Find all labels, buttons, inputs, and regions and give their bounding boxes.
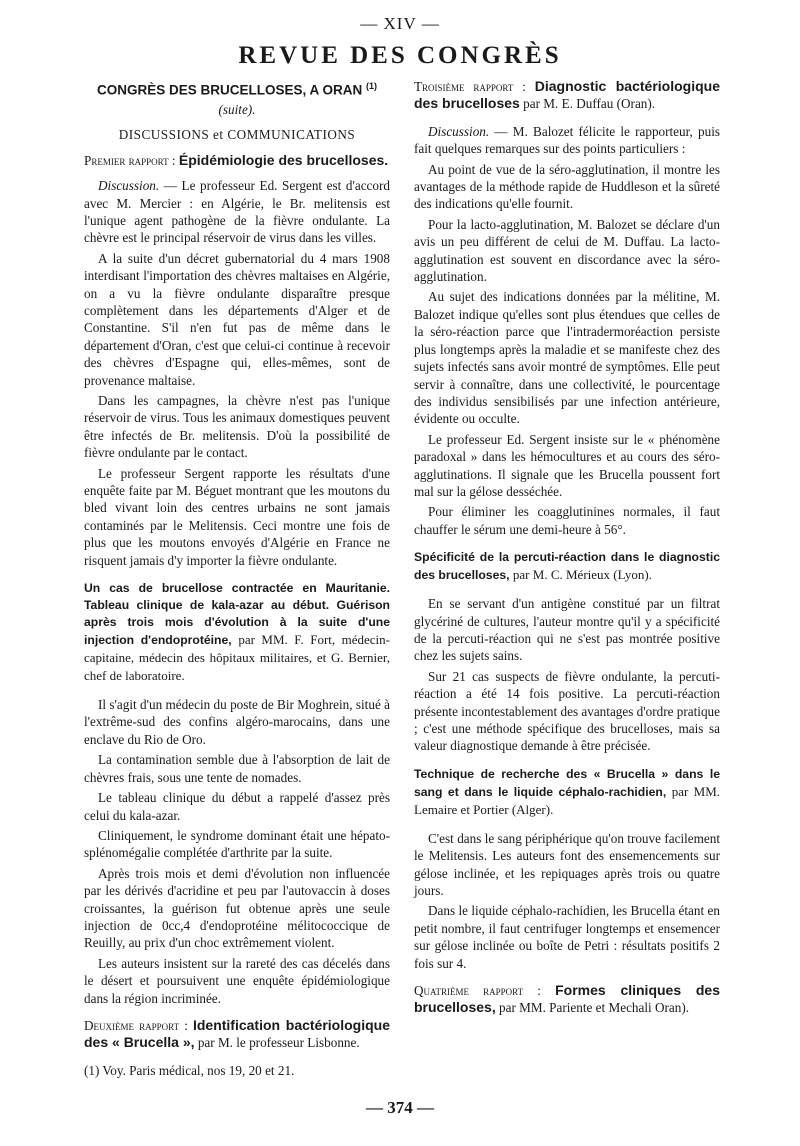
right-column bbox=[414, 78, 720, 1025]
paragraph: Au sujet des indications données par la mélitine, M. Balozet indique qu'elles sont plus étendues que celles de la séro-réaction parce que l'intradermoréaction persiste plus longtemps après la maladie et se manifeste chez des sujets infectés sans avoir montré de symptômes. Elle peut servir à connaître, dans une collectivité, le pourcentage des individus sensibilisés par une infection antérieure, évidente ou occulte. bbox=[414, 289, 720, 427]
paragraph: Dans les campagnes, la chèvre n'est pas l'unique réservoir de virus. Tous les animaux domestiques peuvent être infectés de Br. melitensis. D'où la possibilité de fièvre ondulante par le contact. bbox=[84, 393, 390, 461]
section-title: REVUE DES CONGRÈS bbox=[238, 42, 562, 69]
suite-note: (suite). bbox=[218, 101, 256, 117]
report-2-heading: Deuxième rapport : Identification bactériologique des « Brucella », par M. le professeur Lisbonne. bbox=[84, 1016, 391, 1051]
case-report-heading: Un cas de brucellose contractée en Mauritanie. Tableau clinique de kala-azar au début. Guérison après trois mois d'évolution à la suite d'une injection d'endoprotéine, par MM. F. Fort, médecin-capitaine, médecin des hôpitaux militaires, et G. Bernier, chef de laboratoire. bbox=[84, 581, 390, 684]
paragraph: Au point de vue de la séro-agglutination, il montre les avantages de la méthode rapide de Huddleson et la sûreté des indications qu'elle fournit. bbox=[414, 161, 720, 212]
footnote: (1) Voy. Paris médical, nos 19, 20 et 21. bbox=[84, 1062, 295, 1078]
report-1-heading: Premier rapport : Épidémiologie des brucelloses. bbox=[84, 151, 389, 168]
page-number: — 374 — bbox=[366, 1098, 434, 1117]
paragraph: La contamination semble due à l'absorption de lait de chèvres frais, sous une tente de nomades. bbox=[84, 752, 390, 785]
roman-page-number: — XIV — bbox=[360, 14, 440, 33]
paragraph: Le professeur Sergent rapporte les résultats d'une enquête faite par M. Béguet montrant que les moutons du bled vivant loin des centres urbains ne sont jamais contaminés par le Melitensis. Ceci montre une fois de plus que les moutons envoyés d'Algérie en France ne risquent jamais d'y importer la fièvre ondulante. bbox=[84, 465, 390, 568]
specificity-heading: Spécificité de la percuti-réaction dans le diagnostic des brucelloses, par M. C. Mérieux (Lyon). bbox=[414, 550, 720, 583]
paragraph: Discussion. — Le professeur Ed. Sergent est d'accord avec M. Mercier : en Algérie, le Br. melitensis est l'unique agent pathogène de la fièvre ondulante. La chèvre est le principal réservoir de virus dans les villes. bbox=[84, 178, 390, 246]
discussions-heading: DISCUSSIONS et COMMUNICATIONS bbox=[118, 127, 356, 143]
paragraph: Pour la lacto-agglutination, M. Balozet se déclare d'un avis un peu différent de celui de M. Duffau. La lacto-agglutination est souvent en discordance avec la séro-agglutination. bbox=[414, 216, 720, 285]
paragraph: C'est dans le sang périphérique qu'on trouve facilement le Melitensis. Les auteurs font des ensemencements sur gélose inclinée, et les repiquages après trois ou quatre jours. bbox=[414, 830, 720, 899]
paragraph: Le professeur Ed. Sergent insiste sur le « phénomène paradoxal » dans les hémocultures et au cours des séro-agglutinations. Il signale que les Brucella poussent fort mal sur la gélose desséchée. bbox=[414, 431, 720, 499]
congress-heading: CONGRÈS DES BRUCELLOSES, A ORAN $^{(1)}$ bbox=[96, 81, 378, 98]
report-3-heading: Troisième rapport : Diagnostic bactériologique des brucelloses par M. E. Duffau (Oran). bbox=[414, 78, 720, 112]
paragraph: Après trois mois et demi d'évolution non influencée par les dérivés d'acridine et peu par l'autovaccin à doses croissantes, la guérison fut obtenue après une seule injection de 0cc,4 d'endoprotéine mélitococcique de Reuilly, au prix d'un choc extrêmement violent. bbox=[84, 865, 390, 951]
paragraph: Sur 21 cas suspects de fièvre ondulante, la percuti-réaction a été 14 fois positive. La percuti-réaction présente incontestablement des avantages d'ordre pratique ; c'est une méthode spécifique des brucelloses, mais sa valeur diagnostique demande à être précisée. bbox=[414, 668, 720, 754]
paragraph: En se servant d'un antigène constitué par un filtrat glycériné de cultures, l'auteur montre qu'il y a spécificité de la percuti-réaction qui ne s'est pas montrée positive chez les sujets sains. bbox=[414, 596, 720, 664]
paragraph: A la suite d'un décret gubernatorial du 4 mars 1908 interdisant l'importation des chèvres maltaises en Algérie, on a vu la fièvre ondulante disparaître presque complètement dans les départements d'Alger et de Constantine. S'il n'en fut pas de même dans le département d'Oran, c'est que celui-ci continue à recevoir des chèvres d'Espagne qui, elles-mêmes, sont de provenance maltaise. bbox=[84, 250, 390, 388]
paragraph: Les auteurs insistent sur la rareté des cas décelés dans le désert et poursuivent une enquête épidémiologique dans la région incriminée. bbox=[84, 955, 390, 1006]
paragraph: Dans le liquide céphalo-rachidien, les Brucella étant en petit nombre, il faut centrifuger longtemps et ensemencer sur gélose inclinée ou boîte de Petri : résultats positifs 2 fois sur 4. bbox=[414, 903, 720, 971]
paragraph: Discussion. — M. Balozet félicite le rapporteur, puis fait quelques remarques sur des points particuliers : bbox=[414, 123, 720, 157]
paragraph: Pour éliminer les coagglutinines normales, il faut chauffer le sérum une demi-heure à 56°. bbox=[414, 504, 720, 537]
paragraph: Cliniquement, le syndrome dominant était une hépato-splénomégalie complétée d'arthrite par la suite. bbox=[84, 827, 390, 861]
left-column bbox=[84, 78, 390, 1082]
technique-heading: Technique de recherche des « Brucella » dans le sang et dans le liquide céphalo-rachidien, par MM. Lemaire et Portier (Alger). bbox=[414, 766, 721, 817]
paragraph: Le tableau clinique du début a rappelé d'assez près celui du kala-azar. bbox=[84, 790, 390, 823]
paragraph: Il s'agit d'un médecin du poste de Bir Moghrein, situé à l'extrême-sud des confins algéro-marocains, dans une enclave du Rio de Oro. bbox=[84, 697, 390, 747]
report-4-heading: Quatrième rapport : Formes cliniques des brucelloses, par MM. Pariente et Mechali Oran). bbox=[414, 982, 720, 1016]
